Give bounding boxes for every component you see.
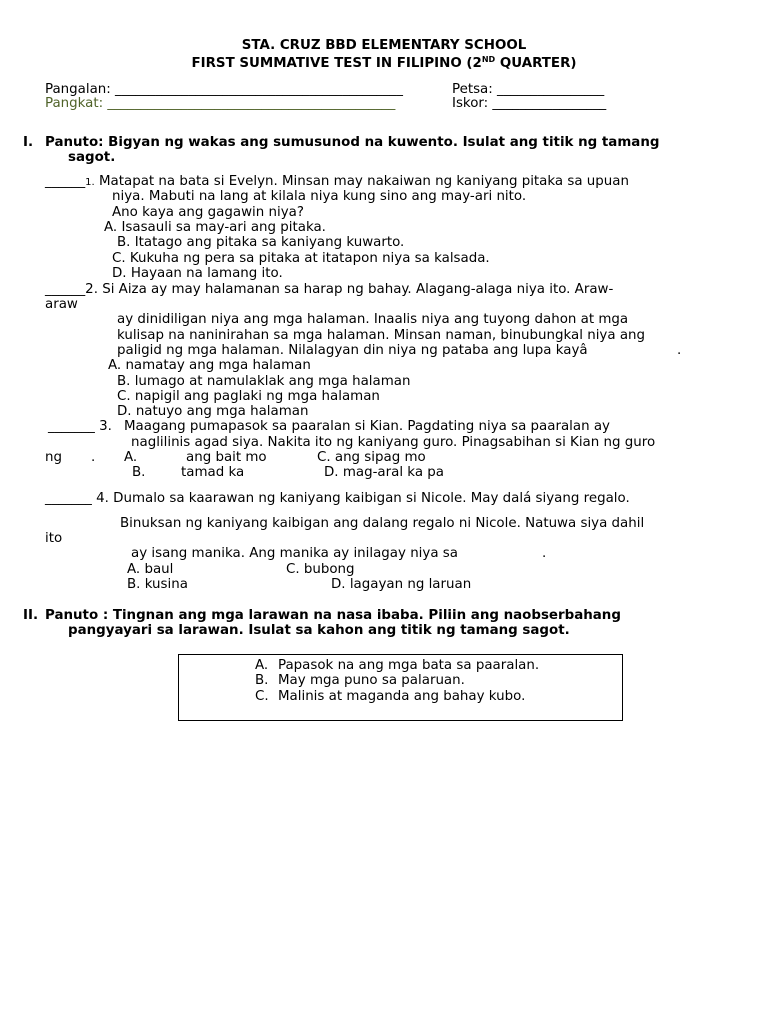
q2-text-wrap: araw: [45, 297, 78, 312]
school-name: STA. CRUZ BBD ELEMENTARY SCHOOL: [241, 38, 527, 53]
test-title-text: FIRST SUMMATIVE TEST IN FILIPINO (2: [191, 56, 482, 71]
iskor-field[interactable]: Iskor: _________________: [452, 96, 607, 111]
test-title: [0, 52, 768, 71]
q2-choice-d: D. natuyo ang mga halaman: [117, 404, 309, 419]
q1-blank[interactable]: ______: [45, 174, 86, 189]
q3-text-wrap: ng: [45, 450, 62, 465]
q2-text-line3: ay dinidiligan niya ang mga halaman. Inaalis niya ang tuyong dahon at mga: [117, 312, 629, 327]
q4-header: _______ 4. Dumalo sa kaarawan ng kaniyang kaibigan si Nicole. May dalá siyang regalo.: [45, 491, 630, 506]
q3-choice-d: D. mag-aral ka pa: [324, 465, 444, 480]
section2-choice-c-letter: C.: [255, 689, 269, 704]
q1-text-line2: niya. Mabuti na lang at kilala niya kung sino ang may-ari nito.: [112, 189, 527, 204]
section2-choice-b-letter: B.: [255, 673, 269, 688]
q4-text-wrap: ito: [45, 531, 63, 546]
q1-header: [45, 174, 629, 190]
q4-text-line4: ay isang manika. Ang manika ay inilagay niya sa: [131, 546, 458, 561]
section2-instruction-cont: pangyayari sa larawan. Isulat sa kahon ang titik ng tamang sagot.: [68, 623, 570, 638]
q1-choice-b: B. Itatago ang pitaka sa kaniyang kuwarto.: [117, 235, 405, 250]
test-title-superscript: ND: [481, 55, 496, 64]
q1-question: Ano kaya ang gagawin niya?: [112, 205, 304, 220]
section2-number: II.: [23, 608, 39, 623]
q4-text-period: .: [542, 546, 547, 561]
q3-choice-b-text: tamad ka: [181, 465, 245, 480]
q2-header: ______2. Si Aiza ay may halamanan sa harap ng bahay. Alagang-alaga niya ito. Araw-: [45, 282, 614, 297]
q2-text-line4: kulisap na naninirahan sa mga halaman. Minsan naman, binubungkal niya ang: [117, 328, 646, 343]
q3-text-line2: naglilinis agad siya. Nakita ito ng kaniyang guro. Pinagsabihan si Kian ng guro: [131, 435, 656, 450]
q2-choice-c: C. napigil ang paglaki ng mga halaman: [117, 389, 380, 404]
pangalan-field[interactable]: Pangalan: ___________________________________________: [45, 82, 403, 97]
section2-choice-c-text: Malinis at maganda ang bahay kubo.: [278, 689, 526, 704]
q4-text-line2: Binuksan ng kaniyang kaibigan ang dalang regalo ni Nicole. Natuwa siya dahil: [120, 516, 645, 531]
q3-text: Maagang pumapasok sa paaralan si Kian. Pagdating niya sa paaralan ay: [124, 419, 610, 434]
q3-text-period: .: [91, 450, 96, 465]
section1-instruction-cont: sagot.: [68, 150, 116, 165]
pangkat-field[interactable]: Pangkat: ___________________________________________: [45, 96, 396, 111]
section2-instruction: Panuto : Tingnan ang mga larawan na nasa ibaba. Piliin ang naobserbahang: [45, 608, 621, 623]
q3-choice-a-letter: A.: [124, 450, 138, 465]
q1-choice-d: D. Hayaan na lamang ito.: [112, 266, 283, 281]
q2-text-line5: paligid ng mga halaman. Nilalagyan din niya ng pataba ang lupa kayâ: [117, 343, 588, 358]
petsa-field[interactable]: Petsa: ________________: [452, 82, 605, 97]
q3-choice-b-letter: B.: [132, 465, 146, 480]
q4-choice-a: A. baul: [127, 562, 174, 577]
section2-choice-a-text: Papasok na ang mga bata sa paaralan.: [278, 658, 540, 673]
q4-choice-d: D. lagayan ng laruan: [331, 577, 472, 592]
q1-choice-c: C. Kukuha ng pera sa pitaka at itatapon niya sa kalsada.: [112, 251, 490, 266]
section2-choice-a-letter: A.: [255, 658, 269, 673]
q3-choice-c: C. ang sipag mo: [317, 450, 426, 465]
q1-choice-a: A. Isasauli sa may-ari ang pitaka.: [104, 220, 326, 235]
q2-choice-a: A. namatay ang mga halaman: [108, 358, 311, 373]
q2-text-period: .: [677, 343, 682, 358]
section1-number: I.: [23, 135, 34, 150]
q3-blank[interactable]: _______ 3.: [48, 419, 112, 434]
q2-choice-b: B. lumago at namulaklak ang mga halaman: [117, 374, 411, 389]
q1-number: 1.: [85, 177, 95, 188]
q4-choice-b: B. kusina: [127, 577, 188, 592]
q3-choice-a-text: ang bait mo: [186, 450, 267, 465]
section2-choice-b-text: May mga puno sa palaruan.: [278, 673, 465, 688]
q1-text: Matapat na bata si Evelyn. Minsan may nakaiwan ng kaniyang pitaka sa upuan: [94, 174, 629, 189]
q4-choice-c: C. bubong: [286, 562, 355, 577]
test-title-end: QUARTER): [495, 56, 577, 71]
section1-instruction: Panuto: Bigyan ng wakas ang sumusunod na kuwento. Isulat ang titik ng tamang: [45, 135, 660, 150]
